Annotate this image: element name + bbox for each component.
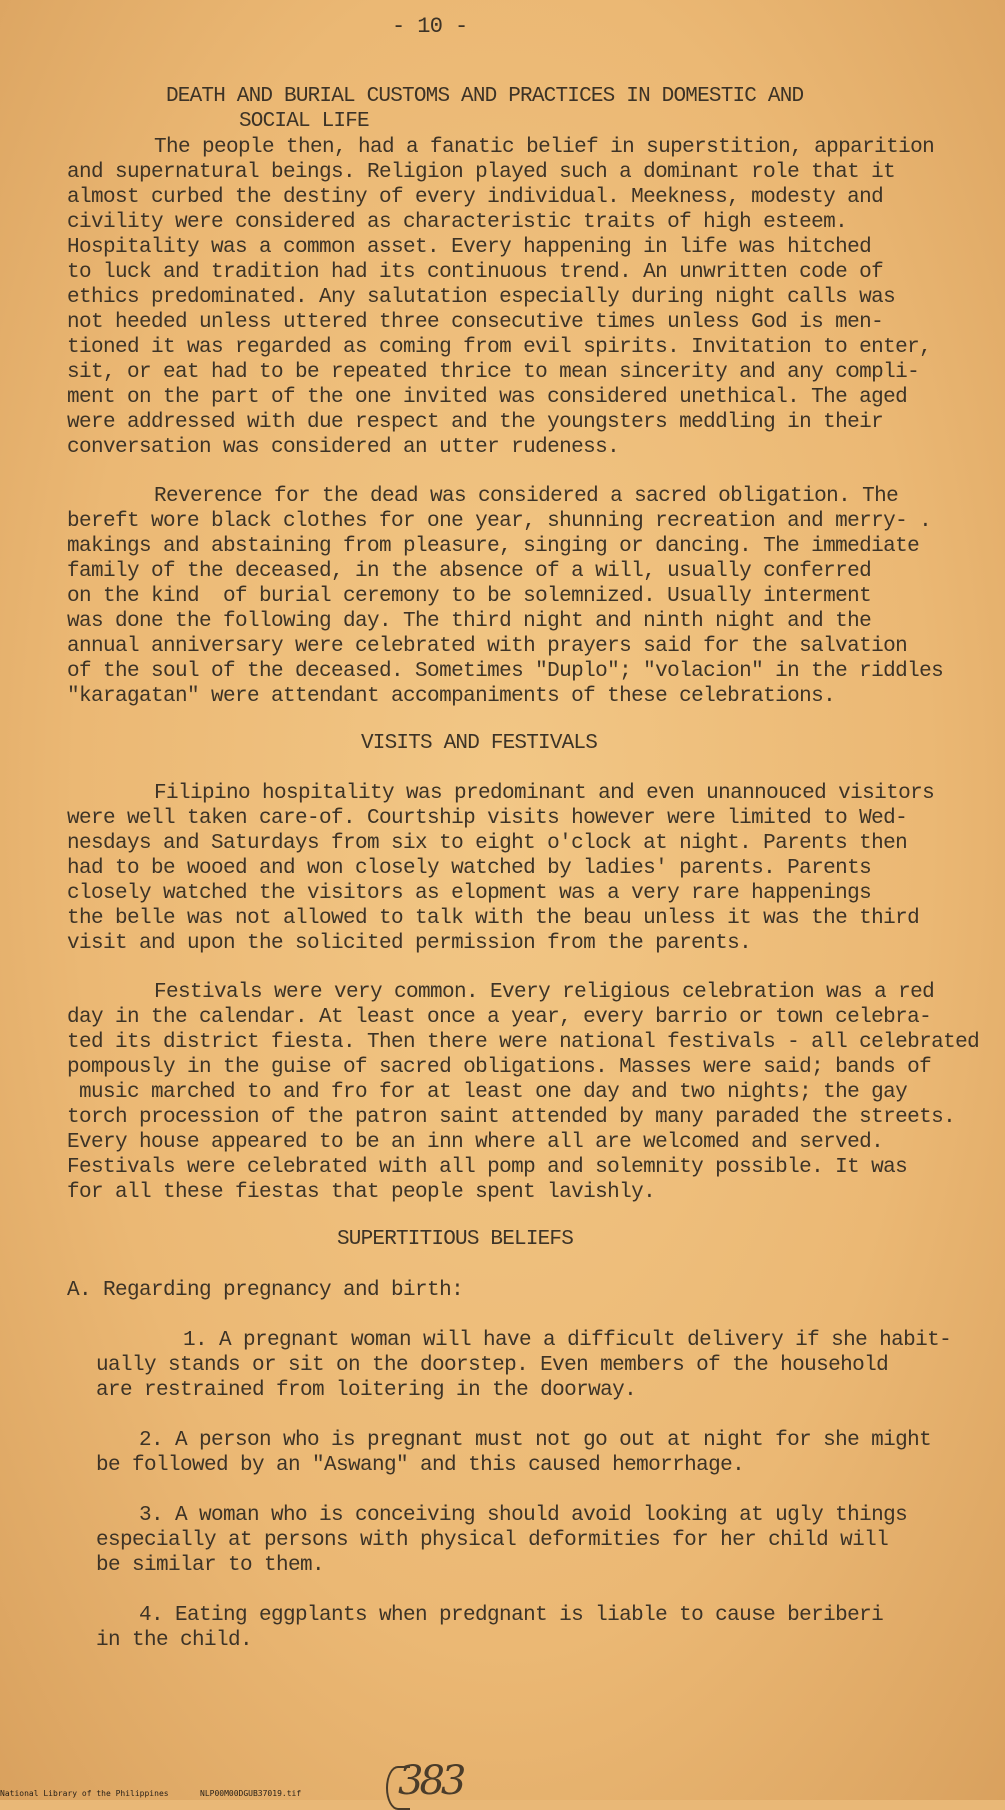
handwritten-page-number: 383 bbox=[398, 1758, 463, 1804]
paragraph-line: for all these fiestas that people spent lavishly. bbox=[67, 1181, 656, 1204]
footer-library-credit: National Library of the Philippines bbox=[0, 1789, 169, 1798]
paragraph-line: closely watched the visitors as elopment was a very rare happenings bbox=[67, 882, 872, 905]
paragraph-line: day in the calendar. At least once a year, every barrio or town celebra- bbox=[67, 1006, 932, 1029]
paragraph-line: Reverence for the dead was considered a sacred obligation. The bbox=[154, 485, 899, 508]
paragraph-line: sit, or eat had to be repeated thrice to mean sincerity and any compli- bbox=[67, 361, 920, 384]
paragraph-line: was done the following day. The third night and ninth night and the bbox=[67, 610, 872, 633]
paragraph-line: on the kind of burial ceremony to be solemnized. Usually interment bbox=[67, 585, 872, 608]
paragraph-line: torch procession of the patron saint attended by many paraded the streets. bbox=[67, 1106, 956, 1129]
paragraph-line: civility were considered as characteristic traits of high esteem. bbox=[67, 211, 848, 234]
paragraph-line: Filipino hospitality was predominant and even unannouced visitors bbox=[154, 782, 935, 805]
paragraph-line: The people then, had a fanatic belief in superstition, apparition bbox=[154, 136, 935, 159]
paragraph-line: pompously in the guise of sacred obligations. Masses were said; bands of bbox=[67, 1056, 932, 1079]
belief-item-line: 3. A woman who is conceiving should avoid looking at ugly things bbox=[139, 1504, 908, 1527]
subsection-heading-pregnancy: A. Regarding pregnancy and birth: bbox=[67, 1279, 464, 1302]
paragraph-line: Festivals were celebrated with all pomp and solemnity possible. It was bbox=[67, 1156, 908, 1179]
paragraph-line: "karagatan" were attendant accompaniments of these celebrations. bbox=[67, 685, 836, 708]
section-heading-death-burial-cont: SOCIAL LIFE bbox=[239, 110, 369, 133]
belief-item-line: be similar to them. bbox=[96, 1554, 325, 1577]
section-heading-death-burial: DEATH AND BURIAL CUSTOMS AND PRACTICES IN DOMESTIC AND bbox=[166, 85, 804, 108]
paragraph-line: and supernatural beings. Religion played such a dominant role that it bbox=[67, 161, 896, 184]
belief-item-line: be followed by an "Aswang" and this caused hemorrhage. bbox=[96, 1454, 745, 1477]
paragraph-line: of the soul of the deceased. Sometimes "Duplo"; "volacion" in the riddles bbox=[67, 660, 944, 683]
belief-item-line: especially at persons with physical deformities for her child will bbox=[96, 1529, 889, 1552]
paragraph-line: family of the deceased, in the absence of a will, usually conferred bbox=[67, 560, 872, 583]
section-heading-superstitious-beliefs: SUPERTITIOUS BELIEFS bbox=[337, 1228, 574, 1251]
paragraph-line: ment on the part of the one invited was considered unethical. The aged bbox=[67, 386, 908, 409]
paragraph-line: ted its district fiesta. Then there were national festivals - all celebrated bbox=[67, 1031, 980, 1054]
paragraph-line: not heeded unless uttered three consecutive times unless God is men- bbox=[67, 311, 884, 334]
belief-item-line: 4. Eating eggplants when predgnant is liable to cause beriberi bbox=[139, 1604, 884, 1627]
paragraph-line: ethics predominated. Any salutation especially during night calls was bbox=[67, 286, 896, 309]
section-heading-visits-festivals: VISITS AND FESTIVALS bbox=[361, 732, 598, 755]
paragraph-line: had to be wooed and won closely watched by ladies' parents. Parents bbox=[67, 857, 872, 880]
belief-item-line: are restrained from loitering in the doorway. bbox=[96, 1379, 637, 1402]
paragraph-line: visit and upon the solicited permission from the parents. bbox=[67, 932, 752, 955]
paragraph-line: makings and abstaining from pleasure, singing or dancing. The immediate bbox=[67, 535, 920, 558]
paragraph-line: music marched to and fro for at least one day and two nights; the gay bbox=[67, 1081, 908, 1104]
paragraph-line: bereft wore black clothes for one year, shunning recreation and merry- . bbox=[67, 510, 932, 533]
belief-item-line: ually stands or sit on the doorstep. Even members of the household bbox=[96, 1354, 889, 1377]
paragraph-line: to luck and tradition had its continuous trend. An unwritten code of bbox=[67, 261, 884, 284]
paragraph-line: conversation was considered an utter rudeness. bbox=[67, 436, 620, 459]
paragraph-line: the belle was not allowed to talk with the beau unless it was the third bbox=[67, 907, 920, 930]
paragraph-line: Hospitality was a common asset. Every happening in life was hitched bbox=[67, 236, 872, 259]
paragraph-line: almost curbed the destiny of every individual. Meekness, modesty and bbox=[67, 186, 884, 209]
paragraph-line: tioned it was regarded as coming from evil spirits. Invitation to enter, bbox=[67, 336, 932, 359]
page-number: - 10 - bbox=[392, 14, 468, 39]
paragraph-line: Every house appeared to be an inn where all are welcomed and served. bbox=[67, 1131, 884, 1154]
footer-file-name: NLP00M00DGUB37019.tif bbox=[200, 1789, 302, 1798]
paragraph-line: were addressed with due respect and the youngsters meddling in their bbox=[67, 411, 884, 434]
paragraph-line: annual anniversary were celebrated with prayers said for the salvation bbox=[67, 635, 908, 658]
belief-item-line: 2. A person who is pregnant must not go out at night for she might bbox=[139, 1429, 932, 1452]
paragraph-line: nesdays and Saturdays from six to eight o'clock at night. Parents then bbox=[67, 832, 908, 855]
belief-item-line: in the child. bbox=[96, 1629, 253, 1652]
belief-item-line: 1. A pregnant woman will have a difficult delivery if she habit- bbox=[183, 1329, 952, 1352]
paragraph-line: Festivals were very common. Every religious celebration was a red bbox=[154, 981, 935, 1004]
paragraph-line: were well taken care-of. Courtship visits however were limited to Wed- bbox=[67, 807, 908, 830]
